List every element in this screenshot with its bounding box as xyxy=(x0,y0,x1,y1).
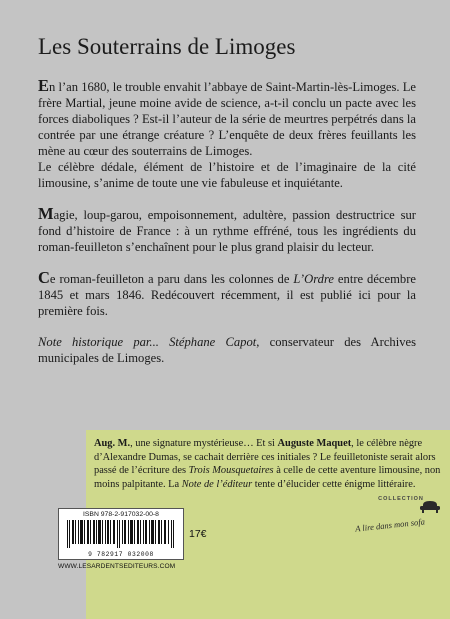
back-cover-text xyxy=(38,78,416,366)
book-title: Les Souterrains de Limoges xyxy=(38,34,296,59)
paragraph-ingredients: Magie, loup-garou, empoisonnement, adultère, passion destructrice sur fond d’histoire de France : à un rythme effréné, tous les ingrédients du roman-feuilleton s’enchaînent pour le plus grand plaisir du lecteur. xyxy=(38,204,416,254)
isbn-number: ISBN 978-2-917032-00-8 xyxy=(83,511,159,518)
ean-number: 9 782917 032008 xyxy=(88,551,154,558)
collection-logo xyxy=(340,496,440,556)
price: 17€ xyxy=(189,528,207,540)
barcode xyxy=(58,508,184,560)
blurb-text: Aug. M., une signature mystérieuse… Et si Auguste Maquet, le célèbre nègre d’Alexandre Dumas, se cachait derrière ces initiales ? Le feuilletoniste serait alors passé de l’écriture des Trois Mousquetaires à celle de cette aventure limousine, non moins palpitante. La Note de l’éditeur tente d’élucider cette énigme littéraire. xyxy=(94,438,441,490)
publisher-website: WWW.LESARDENTSEDITEURS.COM xyxy=(58,563,176,570)
drop-cap: C xyxy=(38,268,50,287)
paragraph-intro: En l’an 1680, le trouble envahit l’abbaye de Saint-Martin-lès-Limoges. Le frère Martial, jeune moine avide de science, a-t-il conclu un pacte avec les forces diaboliques ? Est-il l’auteur de la série de meurtres perpétrés dans la contrée par une étrange créature ? L’enquête de deux frères feuillants les mène au cœur des souterrains de Limoges. xyxy=(38,76,416,158)
collection-name: A lire dans mon sofa xyxy=(354,516,426,534)
paragraph-historical-note: Note historique par... Stéphane Capot, conservateur des Archives municipales de Limoges. xyxy=(38,335,417,365)
barcode-bars-icon xyxy=(67,520,175,548)
paragraph-labyrinth: Le célèbre dédale, élément de l’histoire et de l’imaginaire de la cité limousine, s’anime de toute une vie fabuleuse et inquiétante. xyxy=(38,160,416,190)
collection-label: COLLECTION xyxy=(378,496,424,502)
drop-cap: M xyxy=(38,204,54,223)
paragraph-publication: Ce roman-feuilleton a paru dans les colonnes de L’Ordre entre décembre 1845 et mars 1846. Redécouvert récemment, il est publié ici pour la première fois. xyxy=(38,268,416,318)
drop-cap: E xyxy=(38,76,50,95)
sofa-icon xyxy=(420,500,440,514)
